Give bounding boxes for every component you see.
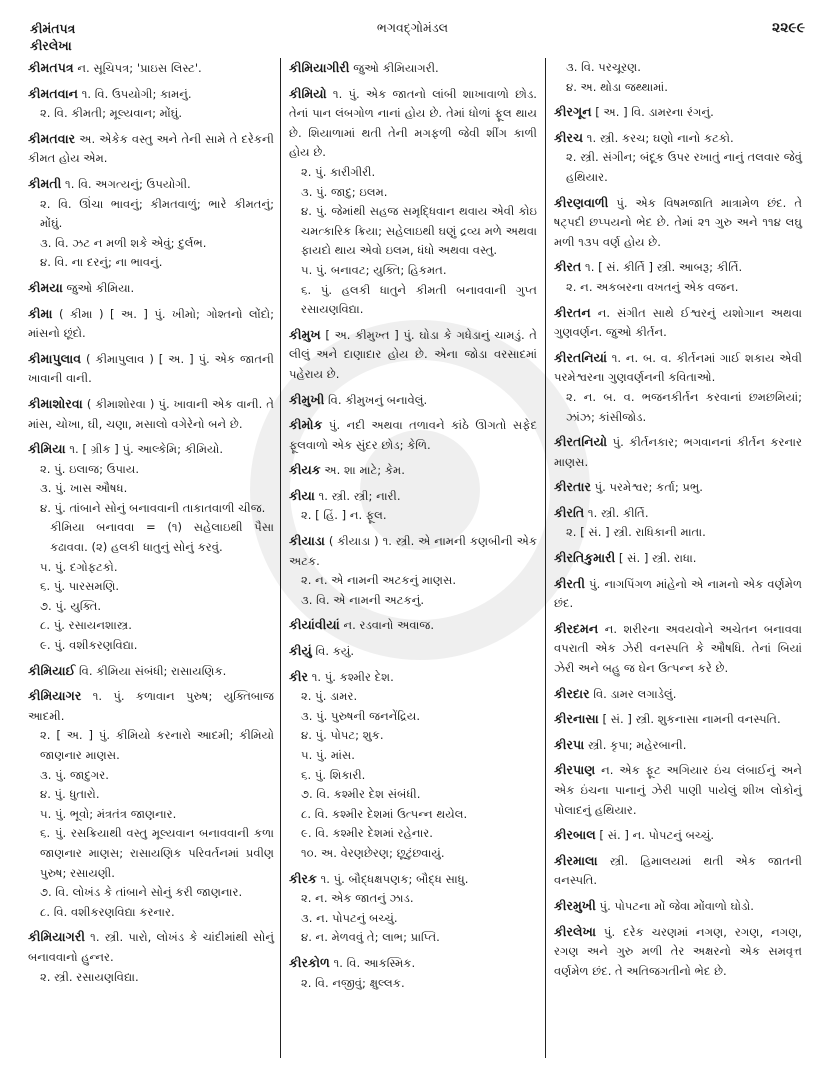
definition: ( કીમા ) [ અ. ] પું. ખીમો; ગોશ્તનો લોંદો; માંસનો છૂંદો. <box>28 306 274 341</box>
headword: કીમિયાગીરી <box>289 60 350 75</box>
sense-line: ૨. પું. ડામર. <box>301 689 358 704</box>
dictionary-entry <box>554 58 802 97</box>
entry-first-line <box>289 460 537 481</box>
headword: કીમિયા <box>28 441 66 457</box>
dictionary-entry <box>554 574 802 614</box>
sense-line: ૫. પું. દગોફટકો. <box>40 559 118 574</box>
phrase-line: કીમિયા બનાવવા = (૧) સહેલાઇથી પૈસા કઢાવવા. (૨) હલકી ધાતુનું સોનું કરવું. <box>50 520 274 555</box>
sense-line: ૨. સ્ત્રી. સંગીન; બંદૂક ઉપર રખાતું નાનું તલવાર જેવું હથિયાર. <box>566 150 802 184</box>
dictionary-entry <box>554 760 802 820</box>
headword: કીરચ <box>554 129 584 145</box>
headword: કીરપાણ <box>554 762 596 778</box>
dictionary-entry <box>554 348 802 427</box>
definition: ૧. પું. બૌદ્ધક્ષપણક; બૌદ્ધ સાધુ. <box>320 871 469 886</box>
dictionary-entry <box>28 304 274 344</box>
dictionary-entry <box>28 439 274 656</box>
dictionary-entry <box>554 684 802 705</box>
definition: ( કીમાપુલાવ ) [ અ. ] પું. એક જાતની ખાવાની વાની. <box>28 351 275 386</box>
headword: કીમતપત્ર <box>28 60 74 75</box>
dictionary-entry <box>28 394 274 434</box>
dictionary-entry <box>554 193 802 253</box>
entry-first-line <box>289 615 537 636</box>
headword: કીયું <box>289 643 312 659</box>
dictionary-entry <box>289 84 537 320</box>
sense-line: ૩. પું. જાદુ; ઇલમ. <box>301 184 388 199</box>
definition: પું. કીર્તનકાર; ભગવાનનાં કીર્તન કરનાર માણસ. <box>554 435 802 469</box>
entry-first-line <box>289 641 537 662</box>
entry-first-line <box>554 735 802 756</box>
definition: પું. નદી અથવા તળાવને કાંઠે ઊગતો સફેદ ફૂલવાળો એક સુંદર છોડ; કેળિ. <box>289 418 537 452</box>
definition: વિ. ડામર લગાડેલું. <box>593 686 677 701</box>
entry-first-line <box>554 825 802 846</box>
definition: પું. પોપટના મોં જેવા મોંવાળો ઘોડો. <box>599 898 754 913</box>
definition: જુઓ કીમિયા. <box>66 280 135 295</box>
definition: પું. એક વિષમજાતિ માત્રામેળ છંદ. તે ષટ્પદી છપ્પયનો ભેદ છે. તેમાં ૨૧ ગુરુ અને ૧૧૪ લઘુ મળી ૧૩૫ વર્ણ હોય છે. <box>554 195 802 249</box>
sense-line: ૩. વિ. એ નામની અટકનું. <box>301 592 425 607</box>
entry-first-line <box>289 486 537 507</box>
headword: કીરમુખી <box>554 897 596 913</box>
definition: ૧. વિ. ઉપયોગી; કામનું. <box>81 86 192 101</box>
definition: જુઓ કીમિયાગરી. <box>353 61 439 75</box>
definition: ( કીમાશોરવા ) પું. ખાવાની એક વાની. તે માંસ, ચોખા, ઘી, ચણા, મસાલો વગેરેનો બને છે. <box>28 396 274 431</box>
entry-first-line <box>28 394 274 434</box>
entry-first-line <box>289 58 537 79</box>
definition: પું. નાગપિંગળ માંહેનો એ નામનો એક વર્ણમેળ છંદ. <box>554 576 802 611</box>
sense-line: ૨. વિ. કીમતી; મૂલ્યવાન; મોંઘું. <box>40 106 183 121</box>
dictionary-entry <box>289 460 537 481</box>
sense-line: ૯. વિ. કશ્મીર દેશમાં રહેનાર. <box>301 826 433 841</box>
sense-line: ૨. [ અ. ] પું. કીમિયો કરનારો આદમી; કીમિયો જાણનાર માણસ. <box>40 728 274 762</box>
headword: કીરતનિયાં <box>554 349 607 365</box>
headword: કીરણવાળી <box>554 194 609 210</box>
sense-line: ૩. પું. પુરુષની જનનેંદ્રિય. <box>301 708 421 723</box>
dictionary-entry <box>289 641 537 662</box>
definition: ૧. પું. કળાવાન પુરુષ; યુક્તિબાજ આદમી. <box>28 689 274 723</box>
sense-line: ૪. પું. જેમાંથી સહજ સમૃદ્ધિવાન થવાય એવી કોઇ ચમત્કારિક ક્રિયા; સહેલાઇથી ઘણું દ્રવ્ય મળે અથવા ફાયદો થાય એવો ઇલમ, ધંધો અથવા વસ્તુ. <box>301 204 537 258</box>
dictionary-entry <box>289 531 537 610</box>
dictionary-entry <box>554 548 802 569</box>
headword: કીરત <box>554 259 582 275</box>
definition: અ. એકેક વસ્તુ અને તેની સામે તે દરેકની કીમત હોય એમ. <box>28 131 274 166</box>
entry-first-line <box>289 415 537 455</box>
sense-line: ૬. પું. શિકારી. <box>301 767 366 782</box>
entry-first-line <box>554 922 802 982</box>
definition: [ સં. ] સ્ત્રી. શુકનાસા નામની વનસ્પતિ. <box>602 712 781 727</box>
definition: સ્ત્રી. હિમાલયમાં થતી એક જાતની વનસ્પતિ. <box>554 853 802 888</box>
definition: ન. સૂચિપત્ર; 'પ્રાઇસ લિસ્ટ'. <box>77 61 202 75</box>
entry-first-line <box>554 477 802 498</box>
sense-line: ૪. ન. મેળવવું તે; લાભ; પ્રાપ્તિ. <box>301 930 440 945</box>
dictionary-entry <box>28 661 274 682</box>
sense-line: ૨. વિ. ઊંચા ભાવનું; કીમતવાળું; ભારે કીમતનું; મોંઘું. <box>40 196 274 231</box>
headword: કીમાપુલાવ <box>28 350 82 366</box>
dictionary-entry <box>28 84 274 124</box>
entry-first-line <box>28 304 274 344</box>
entry-first-line <box>289 953 537 974</box>
entry-first-line <box>28 349 274 389</box>
headword: કીમતવાર <box>28 130 76 146</box>
definition: ૧. પું. એક જાતનો લાંબી શાખાવાળો છોડ. તેનાં પાન લંબગોળ નાનાં હોય છે. તેમાં ધોળાં ફૂલ થાય છે. શિયાળામાં થતી તેની મગફળી જેવી શીંગ કાળી હોય છે. <box>289 86 537 160</box>
entry-first-line <box>554 851 802 891</box>
entry-first-line <box>28 174 274 195</box>
sense-line: ૩. પું. ખાસ ઔષધ. <box>40 481 128 496</box>
sense-line: ૨. વિ. નજીવું; ક્ષુલ્લક. <box>301 975 405 990</box>
dictionary-entry <box>289 390 537 411</box>
entry-first-line <box>554 303 802 343</box>
definition: ૧. સ્ત્રી. સ્ત્રી; નારી. <box>318 488 401 503</box>
entry-first-line <box>28 84 274 105</box>
dictionary-entry <box>554 851 802 891</box>
entry-first-line <box>554 574 802 614</box>
entry-first-line <box>289 869 537 890</box>
dictionary-entry <box>289 486 537 526</box>
dictionary-entry <box>554 922 802 982</box>
headword: કીમિયાગરી <box>28 929 85 945</box>
sense-line: ૭. પું. યુક્તિ. <box>40 598 102 613</box>
sense-line: ૪. પું. પોપટ; શુક. <box>301 728 384 743</box>
definition: ૧. [ ગ્રીક ] પું. આલ્કેમિ; કીમિયો. <box>69 442 224 457</box>
dictionary-entry <box>554 503 802 543</box>
definition: સ્ત્રી. કૃપા; મહેરબાની. <box>587 737 687 752</box>
dictionary-entry <box>289 667 537 864</box>
headword: કીરબાલ <box>554 827 596 843</box>
entry-first-line <box>554 684 802 705</box>
sense-line: ૨. ન. બ. વ. ભજનકીર્તન કરવાનાં છમછમિયાં; ઝાંઝ; કાંસીજોડ. <box>566 389 802 424</box>
definition: ૧. વિ. આકસ્મિક. <box>333 955 416 970</box>
headword: કીરમાલા <box>554 852 598 868</box>
running-title: ભગવદ્ગોમંડલ <box>376 20 449 35</box>
dictionary-entry <box>289 58 537 79</box>
sense-line: ૨. ન. અકબરના વખતનું એક વજન. <box>566 279 739 294</box>
headword: કીરતી <box>554 575 585 591</box>
entry-first-line <box>554 257 802 278</box>
headword: કીરગૂન <box>554 104 592 120</box>
dictionary-entry <box>28 278 274 299</box>
sense-line: ૨. પું. કારીગીરી. <box>301 164 376 179</box>
definition: ન. રડવાનો અવાજ. <box>343 618 435 633</box>
headword: કીમાશોરવા <box>28 395 83 411</box>
sense-line: ૭. વિ. કશ્મીર દેશ સંબંધી. <box>301 787 421 802</box>
sense-line: ૪. પું. ધુતારો. <box>40 787 100 802</box>
definition: પું. પરમેશ્વર; કર્તા; પ્રભુ. <box>594 480 703 495</box>
headword: કીરતિકુમારી <box>554 550 616 566</box>
entry-first-line <box>289 325 537 385</box>
dictionary-entry <box>554 257 802 297</box>
entry-first-line <box>28 439 274 460</box>
dictionary-entry <box>28 129 274 169</box>
entry-first-line <box>554 348 802 388</box>
definition: ૧. [ સં. કીર્તિ ] સ્ત્રી. આબરૂ; કીર્તિ. <box>585 260 743 275</box>
definition: [ સં. ] ન. પોપટનું બચ્ચું. <box>599 828 715 843</box>
definition: [ અ. કીમુખ્ત ] પું. ઘોડા કે ગધેડાનું ચામડું. તે લીલું અને દાણાદાર હોય છે. એના જોડા વરસાદમાં પહેરાય છે. <box>289 327 537 381</box>
headword: કીરપા <box>554 736 585 752</box>
dictionary-entry <box>554 896 802 917</box>
entry-first-line <box>554 619 802 679</box>
definition: ૧. ન. બ. વ. કીર્તનમાં ગાઈ શકાય એવી પરમેશ્વરના ગુણવર્ણનની કવિતાઓ. <box>554 350 802 385</box>
dictionary-entry <box>289 325 537 385</box>
headword: કીમિયો <box>289 85 327 101</box>
headword: કીરતાર <box>554 479 591 495</box>
definition: ૧. સ્ત્રી. કીર્તિ. <box>587 505 649 520</box>
entry-first-line <box>554 102 802 123</box>
headword: કીમતવાન <box>28 85 79 101</box>
headword: કીમોક <box>289 417 323 433</box>
headword: કીમતી <box>28 175 62 191</box>
sense-line: ૮. પું. રસાયનશાસ્ત્ર. <box>40 618 132 633</box>
definition: ન. સંગીત સાથે ઈશ્વરનું યશોગાન અથવા ગુણવર્ણન. જુઓ કીર્તન. <box>554 305 803 340</box>
headword: કીરતનિયો <box>554 434 608 450</box>
headword: કીર <box>289 668 309 684</box>
sense-line: ૬. પું. પારસમણિ. <box>40 579 120 594</box>
dictionary-entry <box>554 432 802 472</box>
definition: ( કીયાડા ) ૧. સ્ત્રી. એ નામની કણબીની એક અટક. <box>289 534 538 568</box>
entry-first-line <box>28 661 274 682</box>
entry-first-line <box>554 760 802 820</box>
dictionary-entry <box>28 349 274 389</box>
headword: કીમિયાગર <box>28 688 82 704</box>
entry-first-line <box>289 531 537 571</box>
sense-line: ૮. વિ. કશ્મીર દેશમાં ઉત્પન્ન થયેલ. <box>301 806 468 821</box>
definition: [ અ. ] વિ. ડામરના રંગનું. <box>595 105 714 120</box>
dictionary-entry <box>554 128 802 188</box>
headword: કીરતન <box>554 304 591 320</box>
sense-line: ૨. [ સં. ] સ્ત્રી. રાધિકાની માતા. <box>566 525 706 540</box>
sense-line: ૨. [ હિં. ] ન. ફૂલ. <box>301 508 387 523</box>
definition: ન. એક ફૂટ અગિયાર ઇંચ લંબાઈનું અને એક ઇંચના પાનાનું ઝેરી પાણી પાયેલું શીખ લોકોનું પોલાદનું હથિયાર. <box>554 763 803 817</box>
definition: અ. શા માટે; કેમ. <box>324 463 405 478</box>
sense-line: ૫. પું. ભૂવો; મંત્રતંત્ર જાણનાર. <box>40 806 177 821</box>
dictionary-entry <box>289 953 537 993</box>
sense-line: ૨. સ્ત્રી. રસાયણવિદ્યા. <box>40 969 139 984</box>
definition: ૧. પું. કશ્મીર દેશ. <box>311 669 394 684</box>
dictionary-entry <box>554 102 802 123</box>
sense-line: ૩. પું. જાદુગર. <box>40 767 109 782</box>
definition: ૧. સ્ત્રી. પારો, લોખંડ કે ચાંદીમાંથી સોનું બનાવવાનો હુન્નર. <box>28 930 274 964</box>
definition: વિ. કયું. <box>315 644 355 659</box>
dictionary-columns <box>28 58 808 1058</box>
definition: વિ. કીમુખનું બનાવેલું. <box>328 392 428 407</box>
guide-word-first: કીમંતપત્ર <box>30 21 76 36</box>
entry-first-line <box>28 129 274 169</box>
headword: કીરકોળ <box>289 954 330 970</box>
headword: કીયા <box>289 487 315 503</box>
column-2 <box>280 58 546 1058</box>
dictionary-entry <box>289 615 537 636</box>
entry-first-line <box>28 58 274 79</box>
headword: કીમુખી <box>289 391 325 407</box>
dictionary-entry <box>28 686 274 922</box>
sense-line: ૬. પું. રસક્રિયાથી વસ્તુ મૂલ્યવાન બનાવવાની કળા જાણનાર માણસ; રાસાયણિક પરિવર્તનમાં પ્રવીણ પુરુષ; રસાયણી. <box>40 826 274 880</box>
entry-first-line <box>554 503 802 524</box>
sense-line: ૨. ન. એ નામની અટકનું માણસ. <box>301 573 457 588</box>
entry-first-line <box>554 432 802 472</box>
headword: કીરનાસા <box>554 711 599 727</box>
dictionary-entry <box>289 415 537 455</box>
dictionary-entry <box>554 825 802 846</box>
column-1 <box>28 58 280 1058</box>
column-3 <box>546 58 808 1058</box>
sense-line: ૬. પું. હલકી ધાતુને કીમતી બનાવવાની ગુપ્ત રસાયણવિદ્યા. <box>301 282 537 317</box>
sense-line: ૮. વિ. વશીકરણવિદ્યા કરનાર. <box>40 904 175 919</box>
headword: કીરદમન <box>554 620 599 636</box>
headword: કીરતિ <box>554 504 585 520</box>
sense-line: ૩. વિ. ઝટ ન મળી શકે એવું; દુર્લભ. <box>40 235 207 250</box>
headword: કીમુખ <box>289 326 321 342</box>
page-number: ૨૨૯૯ <box>771 20 805 36</box>
headword: કીરક <box>289 870 317 886</box>
definition: [ સં. ] સ્ત્રી. રાધા. <box>618 551 697 566</box>
entry-first-line <box>554 709 802 730</box>
sense-line: ૩. ન. પોપટનું બચ્ચું. <box>301 910 398 925</box>
definition: ન. શરીરના અવયવોને અચેતન બનાવવા વપરાતી એક ઝેરી વનસ્પતિ કે ઔષધિ. તેનાં બિયાં ઝેરી અને બહુ જ ઘેન ઉત્પન્ન કરે છે. <box>554 621 802 676</box>
entry-first-line <box>28 278 274 299</box>
headword: કીયાંવીયાં <box>289 617 340 633</box>
dictionary-entry <box>28 927 274 987</box>
dictionary-entry <box>554 477 802 498</box>
sense-line: ૯. પું. વશીકરણવિદ્યા. <box>40 638 138 653</box>
page-header <box>0 20 825 60</box>
definition: પું. દરેક ચરણમાં નગણ, રગણ, નગણ, રગણ અને ગુરુ મળી તેર અક્ષરનો એક સમવૃત્ત વર્ણમેળ છંદ. તે અતિજગતીનો ભેદ છે. <box>554 924 802 978</box>
entry-first-line <box>554 128 802 149</box>
entry-first-line <box>554 896 802 917</box>
definition: ૧. વિ. અગત્યનું; ઉપયોગી. <box>65 176 191 191</box>
sense-line: ૪. પું. તાંબાને સોનું બનાવવાની તાકાતવાળી ચીજ. <box>40 500 266 515</box>
headword: કીમયા <box>28 279 63 295</box>
headword: કીરલેખા <box>554 923 596 939</box>
sense-line: ૪. અ. થોડા જથ્થામાં. <box>566 79 668 94</box>
sense-line: ૨. પું. ઇલાજ; ઉપાય. <box>40 461 140 476</box>
entry-first-line <box>289 667 537 688</box>
dictionary-entry <box>28 58 274 79</box>
headword: કીયાડા <box>289 533 325 549</box>
sense-line: ૭. વિ. લોખંડ કે તાંબાને સોનું કરી જાણનાર. <box>40 885 243 900</box>
guide-word-last: કીરલેખા <box>30 38 72 53</box>
definition: વિ. કીમિયા સંબંધી; રાસાયણિક. <box>79 663 227 678</box>
definition: ૧. સ્ત્રી. કરચ; ઘણો નાનો કટકો. <box>586 130 734 145</box>
headword: કીયક <box>289 462 321 478</box>
sense-line: ૨. ન. એક જાતનું ઝાડ. <box>301 891 414 906</box>
entry-first-line <box>289 390 537 411</box>
sense-line: ૧૦. અ. વેરણછેરણ; છૂટુંછવાયું. <box>301 845 445 860</box>
entry-first-line <box>554 548 802 569</box>
dictionary-entry <box>554 303 802 343</box>
entry-first-line <box>289 84 537 163</box>
dictionary-entry <box>554 709 802 730</box>
dictionary-entry <box>289 869 537 948</box>
dictionary-entry <box>28 174 274 273</box>
sense-line: ૫. પું. માંસ. <box>301 748 355 762</box>
dictionary-entry <box>554 735 802 756</box>
entry-first-line <box>28 686 274 726</box>
headword: કીમા <box>28 305 53 321</box>
sense-line: ૫. પું. બનાવટ; યુક્તિ; હિકમત. <box>301 262 447 277</box>
headword: કીરદાર <box>554 685 590 701</box>
entry-first-line: ૩. વિ. પરચૂરણ. <box>566 60 641 74</box>
dictionary-entry <box>554 619 802 679</box>
sense-line: ૪. વિ. ના દરનું; ના ભાવનું. <box>40 255 163 270</box>
entry-first-line <box>28 927 274 967</box>
headword: કીમિયાઈ <box>28 662 76 678</box>
entry-first-line <box>554 193 802 253</box>
